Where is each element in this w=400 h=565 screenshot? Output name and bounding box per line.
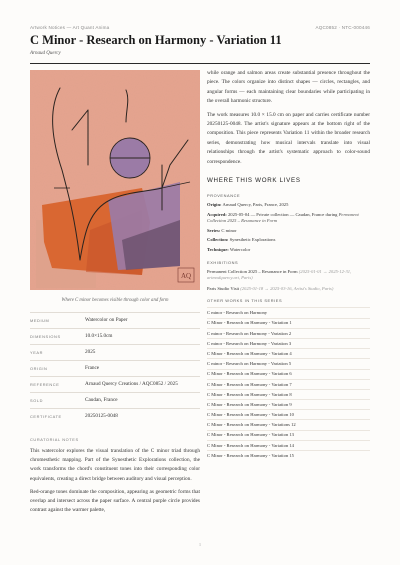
other-work-link[interactable]: C Minor - Research on Harmony - Variation 4 (207, 348, 370, 358)
details-table (30, 312, 200, 424)
detail-key: YEAR (30, 350, 43, 355)
exhibitions-heading: EXHIBITIONS (207, 259, 239, 265)
exhibition-name: Paris Studio Visit (207, 285, 240, 291)
artwork-image (30, 70, 200, 290)
other-work-link[interactable]: C Minor - Research on Harmony - Variation 9 (207, 399, 370, 409)
title-divider (30, 63, 370, 64)
right-column (207, 69, 370, 460)
other-work-link[interactable]: C Minor - Research on Harmony - Variation 10 (207, 409, 370, 419)
detail-row-sold (30, 392, 200, 408)
provenance-collection-label: Collection: (207, 237, 229, 243)
provenance-acquired-label: Acquired: (207, 211, 227, 217)
detail-row-year (30, 344, 200, 360)
exhibition-meta: (2025-01-01 → 2025-12-31, artmodquercy.art, Paris) (207, 268, 352, 281)
other-work-link[interactable]: C Minor - Research on Harmony - Variation 6 (207, 369, 370, 379)
other-work-link[interactable]: C minor - Research on Harmony - Variation 5 (207, 358, 370, 368)
detail-row-medium (30, 312, 200, 328)
curatorial-notes (30, 447, 200, 519)
provenance-series-label: Series: (207, 227, 221, 233)
provenance-technique-label: Technique: (207, 247, 229, 253)
provenance-acquired-context: Permanent Collection 2025 – Resonance in Form (207, 211, 359, 224)
provenance-acquired (207, 212, 370, 225)
page-number: 1 (198, 542, 202, 547)
detail-row-dimensions (30, 328, 200, 344)
other-work-link[interactable]: C Minor - Research on Harmony - Variation 8 (207, 389, 370, 399)
other-work-link[interactable]: C Minor - Research on Harmony - Variation 1 (207, 318, 370, 328)
other-work-link[interactable]: C Minor - Research on Harmony - Variation 13 (207, 430, 370, 440)
other-work-link[interactable]: C minor - Research on Harmony - Variation 2 (207, 328, 370, 338)
detail-value: 20250125-0048 (85, 413, 118, 419)
notes-paragraph: Red-orange tones dominate the composition, appearing as geometric forms that overlap and intersect across the paper surface. A central purple circle provides contrast against the warmer palette, (30, 488, 200, 514)
provenance-heading: PROVENANCE (207, 193, 241, 199)
artwork-caption: Where C minor becomes visible through color and form (61, 298, 169, 303)
detail-key: MEDIUM (30, 318, 50, 323)
detail-row-origin (30, 360, 200, 376)
other-work-link[interactable]: C minor - Research on Harmony (207, 307, 370, 317)
notes-paragraph: This watercolor explores the visual translation of the C minor triad through chromesthetic mapping. Part of the Synesthetic Explorations collection, the work transforms the chord's constituent tones into their corresponding color equivalents, creating a direct bridge between auditory and visual perception. (30, 448, 200, 482)
detail-key: DIMENSIONS (30, 334, 61, 339)
other-works-list (207, 307, 370, 460)
detail-key: SOLD (30, 398, 43, 403)
artist-name: Arnaud Quercy (30, 51, 61, 56)
detail-value: 2025 (85, 349, 96, 355)
provenance-series (207, 228, 370, 235)
where-this-work-lives-heading: WHERE THIS WORK LIVES (207, 177, 301, 185)
detail-value: Arnaud Quercy Creations / AQC0852 / 2025 (85, 381, 178, 387)
description-paragraph: while orange and salmon areas create substantial presence throughout the piece. The colors organize into distinct shapes — circles, rectangles, and angular forms — each maintaining clear boundaries while participating in the overall harmonic structure. (207, 70, 370, 105)
detail-key: ORIGIN (30, 366, 48, 371)
exhibition-meta: (2025-01-18 → 2025-03-16, Artist's Studio, Paris) (240, 285, 334, 291)
description-paragraph: The work measures 10.0 × 15.0 cm on paper and carries certificate number 20250125-0048. The artist's signature appears at the bottom right of the composition. This piece represents Variation 11 within the broader research series, demonstrating how musical intervals translate into visual relationships through the artist's systematic approach to color-sound correspondence. (207, 111, 370, 165)
other-work-link[interactable]: C Minor - Research on Harmony - Variation 14 (207, 440, 370, 450)
other-work-link[interactable]: C Minor - Research on Harmony - Variation 15 (207, 450, 370, 460)
other-work-link[interactable]: C Minor - Research on Harmony - Variation 7 (207, 379, 370, 389)
detail-key: CERTIFICATE (30, 414, 62, 419)
detail-row-reference (30, 376, 200, 392)
detail-row-certificate (30, 408, 200, 424)
provenance-technique (207, 247, 370, 254)
provenance-collection (207, 237, 370, 244)
provenance-origin (207, 202, 370, 209)
other-works-heading: OTHER WORKS IN THIS SERIES (207, 298, 283, 304)
header-publication: Artwork Notices — Art Quant Anima (30, 25, 110, 30)
curatorial-notes-heading: CURATORIAL NOTES (30, 437, 79, 442)
artwork-signature: AQ (180, 272, 192, 280)
header-reference: AQC0852 · NTC-000446 (315, 25, 370, 30)
provenance-origin-label: Origin: (207, 202, 222, 208)
provenance-acquired-value: 2025-05-04 — Private collection — Caudan, France during (227, 211, 338, 217)
detail-key: REFERENCE (30, 382, 60, 387)
artwork-title: C Minor - Research on Harmony - Variation 11 (30, 33, 282, 47)
provenance-series-value: C minor (221, 227, 237, 233)
detail-value: France (85, 365, 100, 371)
exhibition-item (207, 286, 370, 293)
detail-value: Watercolor on Paper (85, 317, 128, 323)
other-work-link[interactable]: C minor - Research on Harmony - Variation 3 (207, 338, 370, 348)
provenance-collection-value: Synesthetic Explorations (229, 237, 276, 243)
artwork-painting (30, 70, 200, 290)
other-work-link[interactable]: C Minor - Research on Harmony - Variations 12 (207, 419, 370, 429)
exhibition-item (207, 269, 370, 282)
detail-value: 10.0×15.0cm (85, 333, 113, 339)
provenance-origin-value: Arnaud Quercy, Paris, France, 2025 (222, 202, 289, 208)
provenance-technique-value: Watercolor (229, 247, 251, 253)
exhibition-name: Permanent Collection 2025 – Resonance in Form (207, 268, 298, 274)
page-header (30, 25, 370, 33)
detail-value: Caudan, France (85, 397, 118, 403)
